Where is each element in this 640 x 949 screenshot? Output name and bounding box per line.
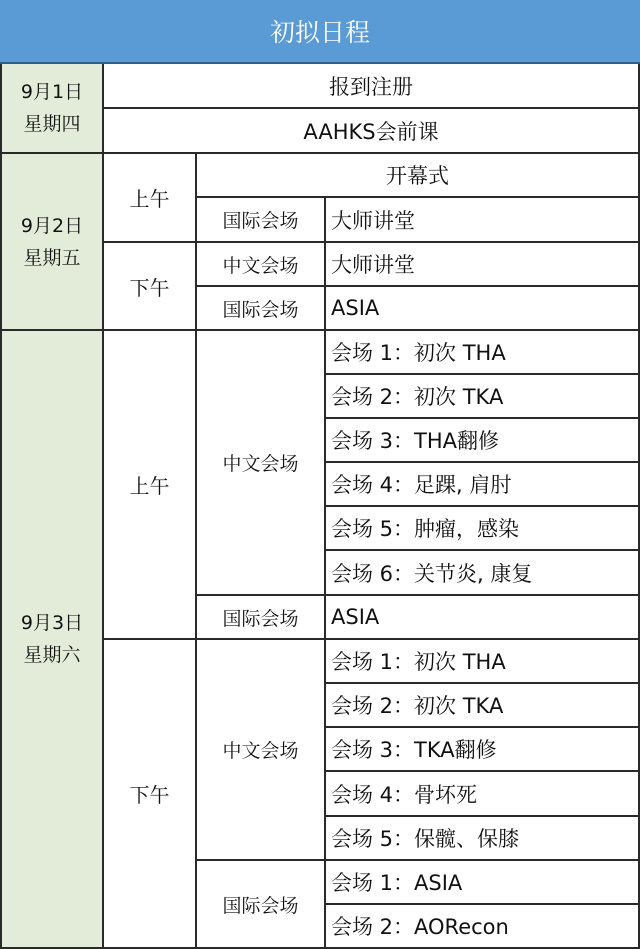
day2-am-venue: 国际会场 (197, 198, 326, 243)
day3-am-session: 会场 5：肿瘤，感染 (326, 507, 640, 551)
day1-item-registration: 报到注册 (104, 64, 640, 109)
day3-pm-intl-session: 会场 2：AORecon (326, 905, 640, 949)
day3-pm-session: 会场 4：骨坏死 (326, 772, 640, 817)
day3-pm-session: 会场 3：TKA翻修 (326, 728, 640, 772)
day3-am-session: 会场 4：足踝, 肩肘 (326, 463, 640, 507)
day3-am-session: 会场 3：THA翻修 (326, 419, 640, 463)
day2-pm-label: 下午 (104, 243, 197, 331)
day3-weekday: 星期六 (23, 644, 81, 666)
day3-am-session: 会场 6：关节炎, 康复 (326, 551, 640, 596)
day3-am-venue-intl: 国际会场 (197, 596, 326, 640)
day3-am-label: 上午 (104, 331, 197, 640)
day2-am-label: 上午 (104, 154, 197, 243)
day3-pm-intl-session: 会场 1：ASIA (326, 861, 640, 905)
day2-date: 9月2日 (20, 214, 84, 237)
day3-pm-label: 下午 (104, 640, 197, 949)
day3-am-intl-session: ASIA (326, 596, 640, 640)
day2-pm-venue-intl: 国际会场 (197, 287, 326, 331)
day3-pm-venue-intl: 国际会场 (197, 861, 326, 949)
day3-pm-venue-cn: 中文会场 (197, 640, 326, 861)
day2-opening: 开幕式 (197, 154, 640, 198)
schedule-title: 初拟日程 (0, 0, 640, 64)
day1-weekday: 星期四 (23, 113, 81, 135)
day3-pm-session: 会场 1：初次 THA (326, 640, 640, 684)
day2-date-cell (0, 154, 104, 331)
day2-pm-session-cn: 大师讲堂 (326, 243, 640, 287)
day2-pm-session-intl: ASIA (326, 287, 640, 331)
day3-am-session: 会场 2：初次 TKA (326, 375, 640, 419)
day2-am-session: 大师讲堂 (326, 198, 640, 243)
day3-pm-session: 会场 2：初次 TKA (326, 684, 640, 728)
day2-pm-venue-cn: 中文会场 (197, 243, 326, 287)
day1-date: 9月1日 (20, 81, 84, 103)
day3-date: 9月3日 (20, 612, 84, 634)
day1-date-cell (0, 64, 104, 154)
day3-pm-session: 会场 5：保髋、保膝 (326, 817, 640, 861)
day3-date-cell (0, 331, 104, 949)
day2-weekday: 星期五 (23, 246, 81, 269)
day3-am-session: 会场 1：初次 THA (326, 331, 640, 375)
day3-am-venue-cn: 中文会场 (197, 331, 326, 596)
day1-item-precourse: AAHKS会前课 (104, 109, 640, 154)
